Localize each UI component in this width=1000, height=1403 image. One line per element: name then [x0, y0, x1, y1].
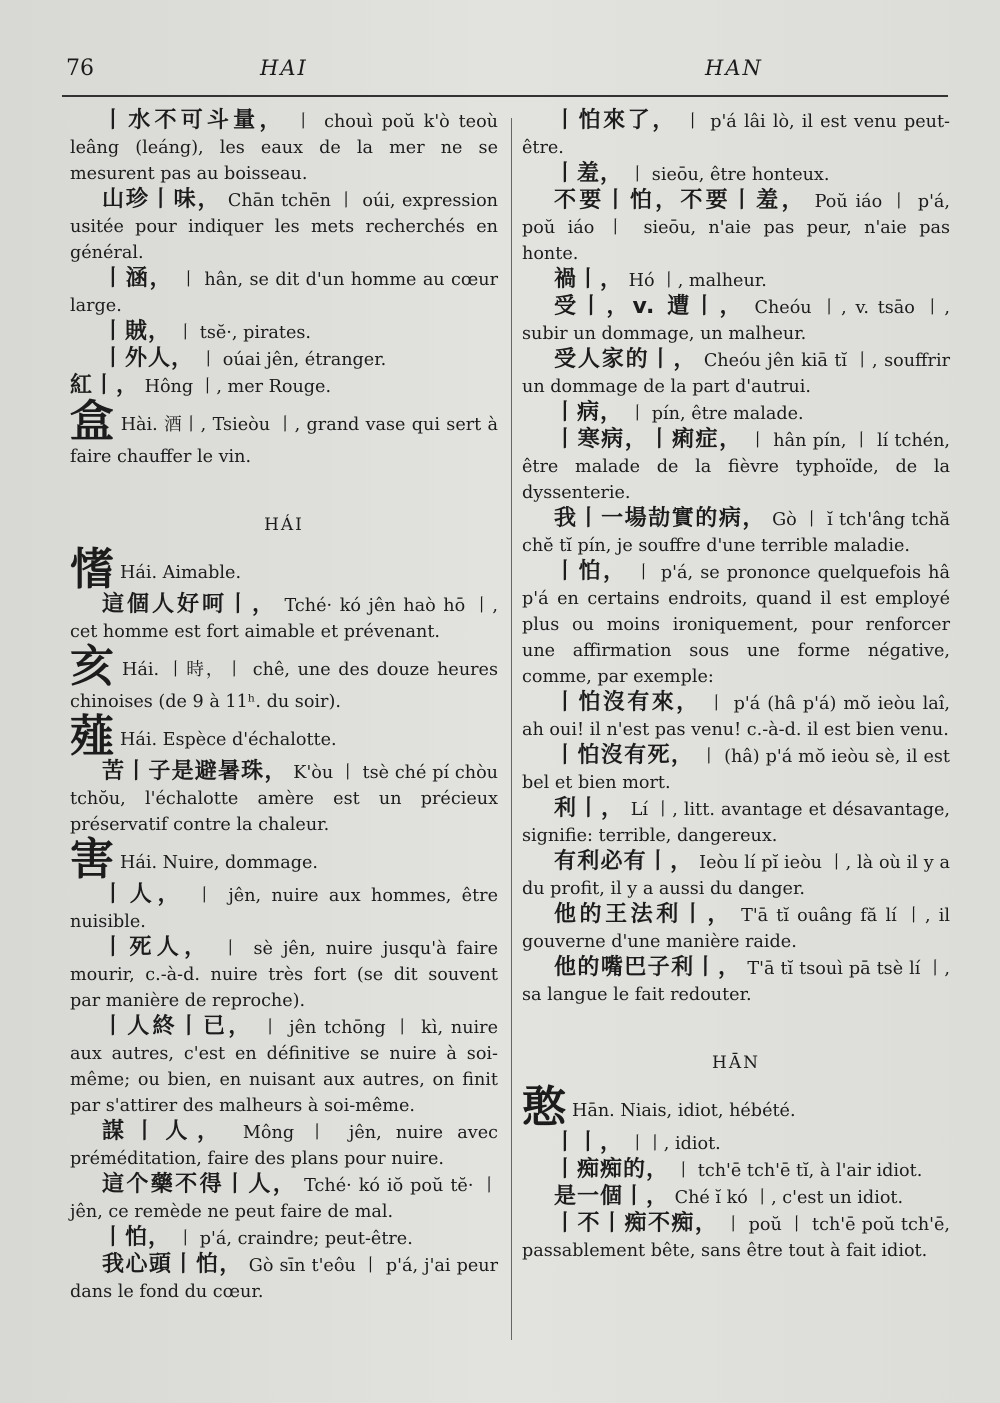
section-heading: HĀN — [712, 1053, 760, 1073]
entry — [522, 1184, 950, 1211]
entry-text: 丨 pín, être malade. — [628, 404, 804, 424]
entry-text: 丨 tch'ē tch'ē tĭ, à l'air idiot. — [674, 1161, 923, 1181]
entry-chinese: 受丨，v. 遭丨， — [554, 294, 746, 319]
entry-text: Cheóu jên kiā tĭ 丨, souffrir un dommage de la part d'autrui. — [522, 351, 950, 397]
entry — [70, 1252, 498, 1305]
entry-text: Tché· kó iŏ poŭ tĕ· 丨 jên, ce remède ne peut faire de mal. — [70, 1176, 498, 1222]
entry — [522, 188, 950, 267]
headword-entry — [70, 544, 498, 595]
entry-text: 丨 p'á, craindre; peut-être. — [176, 1229, 413, 1249]
entry-text: T'ā tĭ tsouì pā tsè lí 丨, sa langue le fait redouter. — [522, 959, 950, 1005]
entry-text: Cheóu 丨, v. tsāo 丨, subir un dommage, un malheur. — [522, 298, 950, 344]
entry-chinese: 丨怕來了， — [554, 108, 677, 133]
entry-text: 丨 chouì poŭ k'ò teoù leâng (leáng), les eaux de la mer ne se mesurent pas au boisseau. — [70, 112, 498, 184]
entry — [522, 796, 950, 849]
entry-chinese: 苦丨子是避暑珠， — [102, 759, 288, 784]
entry — [522, 955, 950, 1008]
entry — [522, 427, 950, 506]
entry-text: 丨 hân pín, 丨 lí tchén, être malade de la fièvre typhoïde, de la dyssenterie. — [522, 431, 950, 503]
entry-text: 丨 poŭ 丨 tch'ē poŭ tch'ē, passablement bête, sans être tout à fait idiot. — [522, 1215, 950, 1261]
entry-chinese: 丨人終丨已， — [102, 1014, 254, 1039]
entry-text: 丨 hân, se dit d'un homme au cœur large. — [70, 270, 498, 316]
entry-chinese: 丨怕， — [102, 1225, 172, 1250]
entry-chinese: 丨怕沒有來， — [554, 690, 701, 715]
entry-text: Ché ĭ kó 丨, c'est un idiot. — [674, 1188, 904, 1208]
entry-text: 丨 tsĕ·, pirates. — [176, 323, 311, 343]
entry-chinese: 丨不丨痴不痴， — [554, 1211, 719, 1236]
headword-entry — [522, 1082, 950, 1133]
entry — [522, 267, 950, 294]
right-running-head: HAN — [705, 56, 763, 80]
entry-chinese: 丨丨， — [554, 1130, 624, 1155]
entry — [522, 1130, 950, 1157]
entry-chinese: 丨怕， — [554, 559, 628, 584]
headword-entry — [70, 711, 498, 762]
entry-text: Lí 丨, litt. avantage et désavantage, signifie: terrible, dangereux. — [522, 800, 950, 846]
entry-text: Hān. Niais, idiot, hébété. — [572, 1101, 796, 1121]
headword-character: 憨 — [522, 1082, 566, 1133]
entry-chinese: 禍丨， — [554, 267, 624, 292]
section-heading: HÁI — [264, 515, 304, 535]
entry-chinese: 丨寒病，丨痢症， — [554, 427, 743, 452]
entry — [70, 1225, 498, 1252]
entry-text: Hông 丨, mer Rouge. — [144, 377, 332, 397]
entry-chinese: 丨人， — [102, 882, 186, 907]
entry — [522, 347, 950, 400]
entry — [522, 1211, 950, 1264]
entry-text: Poŭ iáo 丨 p'á, poŭ iáo 丨 sieōu, n'aie pas peur, n'aie pas honte. — [522, 192, 951, 264]
entry-text: Gò 丨 ĭ tch'âng tchă chĕ tĭ pín, je souffre d'une terrible maladie. — [522, 510, 951, 556]
left-column — [70, 108, 498, 1305]
headword-character: 薤 — [70, 711, 114, 762]
entry — [522, 1157, 950, 1184]
entry-chinese: 他的王法利丨， — [554, 902, 733, 927]
entry-chinese: 丨痴痴的， — [554, 1157, 670, 1182]
entry-text: 丨 jên tchōng 丨 kì, nuire aux autres, c'est en définitive se nuire à soi-même; ou bien, en nuisant aux autres, on finit par s'attirer des malheurs à soi-même. — [70, 1018, 499, 1116]
entry — [70, 1014, 498, 1119]
entry-chinese: 有利必有丨， — [554, 849, 694, 874]
entry — [522, 108, 950, 161]
entry-text: 丨 oúai jên, étranger. — [199, 350, 387, 370]
headword-character: 亥 — [70, 641, 117, 692]
entry-chinese: 這个藥不得丨人， — [102, 1172, 298, 1197]
entry-chinese: 我丨一場劼實的病， — [554, 506, 766, 531]
entry-text: 丨 p'á (hâ p'á) mŏ ieòu laî, ah oui! il n'est pas venu! c.-à-d. il est bien venu. — [522, 694, 950, 740]
entry — [522, 559, 950, 690]
entry-text: Hái. Aimable. — [120, 563, 242, 583]
entry-text: Hái. 丨時，丨 chê, une des douze heures chinoises (de 9 à 11ʰ. du soir). — [70, 660, 498, 712]
entry-chinese: 利丨， — [554, 796, 625, 821]
entry-chinese: 這個人好呵丨， — [102, 592, 277, 617]
entry-text: Gò sīn t'eôu 丨 p'á, j'ai peur dans le fond du cœur. — [70, 1256, 498, 1302]
entry-text: Hái. Espèce d'échalotte. — [120, 730, 337, 750]
headword-character: 害 — [70, 834, 114, 885]
entry — [70, 882, 498, 935]
entry — [70, 187, 498, 266]
headword-entry — [70, 641, 498, 715]
page-number: 76 — [66, 56, 94, 81]
entry-text: Chān tchēn 丨 oúi, expression usitée pour indiquer les mets recherchés en général. — [70, 191, 499, 263]
headword-character: 愭 — [70, 544, 114, 595]
entry-chinese: 丨死人， — [102, 935, 212, 960]
headword-entry — [70, 834, 498, 885]
entry-text: 丨 jên, nuire aux hommes, être nuisible. — [70, 886, 498, 932]
entry-chinese: 謀丨人， — [102, 1119, 229, 1144]
entry — [522, 294, 950, 347]
entry — [70, 1172, 498, 1225]
entry — [70, 346, 498, 373]
column-divider — [511, 118, 512, 1340]
entry-chinese: 丨水不可斗量， — [102, 108, 286, 133]
right-column — [522, 108, 950, 1264]
entry-text: 丨 p'á, se prononce quelquefois hâ p'á en certains endroits, quand il est employé plus ou moins ironiquement, pour renforcer une affirmation sous une forme négative, comme, par exemple: — [522, 563, 950, 687]
entry-chinese: 山珍丨味， — [102, 187, 222, 212]
entry — [522, 506, 950, 559]
entry-text: Ieòu lí pĭ ieòu 丨, là où il y a du profit, il y a aussi du danger. — [522, 853, 950, 899]
entry-chinese: 丨外人， — [102, 346, 195, 371]
entry-text: 丨 p'á lâi lò, il est venu peut-être. — [522, 112, 951, 158]
entry-text: 丨 (hâ) p'á mŏ ieòu sè, il est bel et bien mort. — [522, 747, 951, 793]
entry-chinese: 丨羞， — [554, 161, 624, 186]
entry-text: Hái. Nuire, dommage. — [120, 853, 318, 873]
entry — [522, 161, 950, 188]
entry — [70, 108, 498, 187]
entry-text: T'ā tĭ ouâng fă lí 丨, il gouverne d'une manière raide. — [522, 906, 951, 952]
entry-text: Hó 丨, malheur. — [628, 271, 767, 291]
entry — [70, 759, 498, 838]
entry-text: 丨 sieōu, être honteux. — [628, 165, 830, 185]
entry-text: Tché· kó jên haò hō 丨, cet homme est fort aimable et prévenant. — [70, 596, 498, 642]
entry-text: 丨 sè jên, nuire jusqu'à faire mourir, c.-à-d. nuire très fort (se dit souvent par manière de reproche). — [70, 939, 498, 1011]
headword-entry — [70, 396, 498, 470]
entry — [70, 592, 498, 645]
entry-chinese: 丨涵， — [102, 266, 174, 291]
running-header — [60, 52, 960, 88]
entry — [70, 266, 498, 319]
entry — [522, 690, 950, 743]
entry — [70, 1119, 498, 1172]
entry — [70, 935, 498, 1014]
entry-chinese: 丨怕沒有死， — [554, 743, 695, 768]
entry-chinese: 不要丨怕，不要丨羞， — [554, 188, 807, 213]
entry — [70, 373, 498, 400]
entry-chinese: 是一個丨， — [554, 1184, 670, 1209]
entry-chinese: 紅丨， — [70, 373, 140, 398]
headword-character: 盒 — [70, 396, 115, 447]
entry — [522, 902, 950, 955]
entry — [70, 319, 498, 346]
entry-chinese: 他的嘴巴子利丨， — [554, 955, 742, 980]
header-rule — [62, 95, 948, 97]
entry-chinese: 丨賊， — [102, 319, 172, 344]
entry-text: Hài. 酒丨, Tsieòu 丨, grand vase qui sert à faire chauffer le vin. — [70, 415, 498, 467]
entry-chinese: 我心頭丨怕， — [102, 1252, 243, 1277]
entry-text: K'òu 丨 tsè ché pí chòu tchŏu, l'échalotte amère est un précieux préservatif contre la chaleur. — [70, 763, 498, 835]
entry-chinese: 丨病， — [554, 400, 624, 425]
left-running-head: HAI — [260, 56, 308, 80]
entry — [522, 743, 950, 796]
entry-text: Mông 丨 jên, nuire avec préméditation, faire des plans pour nuire. — [70, 1123, 498, 1169]
entry-text: 丨丨, idiot. — [628, 1134, 721, 1154]
entry — [522, 400, 950, 427]
entry-chinese: 受人家的丨， — [554, 347, 698, 372]
entry — [522, 849, 950, 902]
